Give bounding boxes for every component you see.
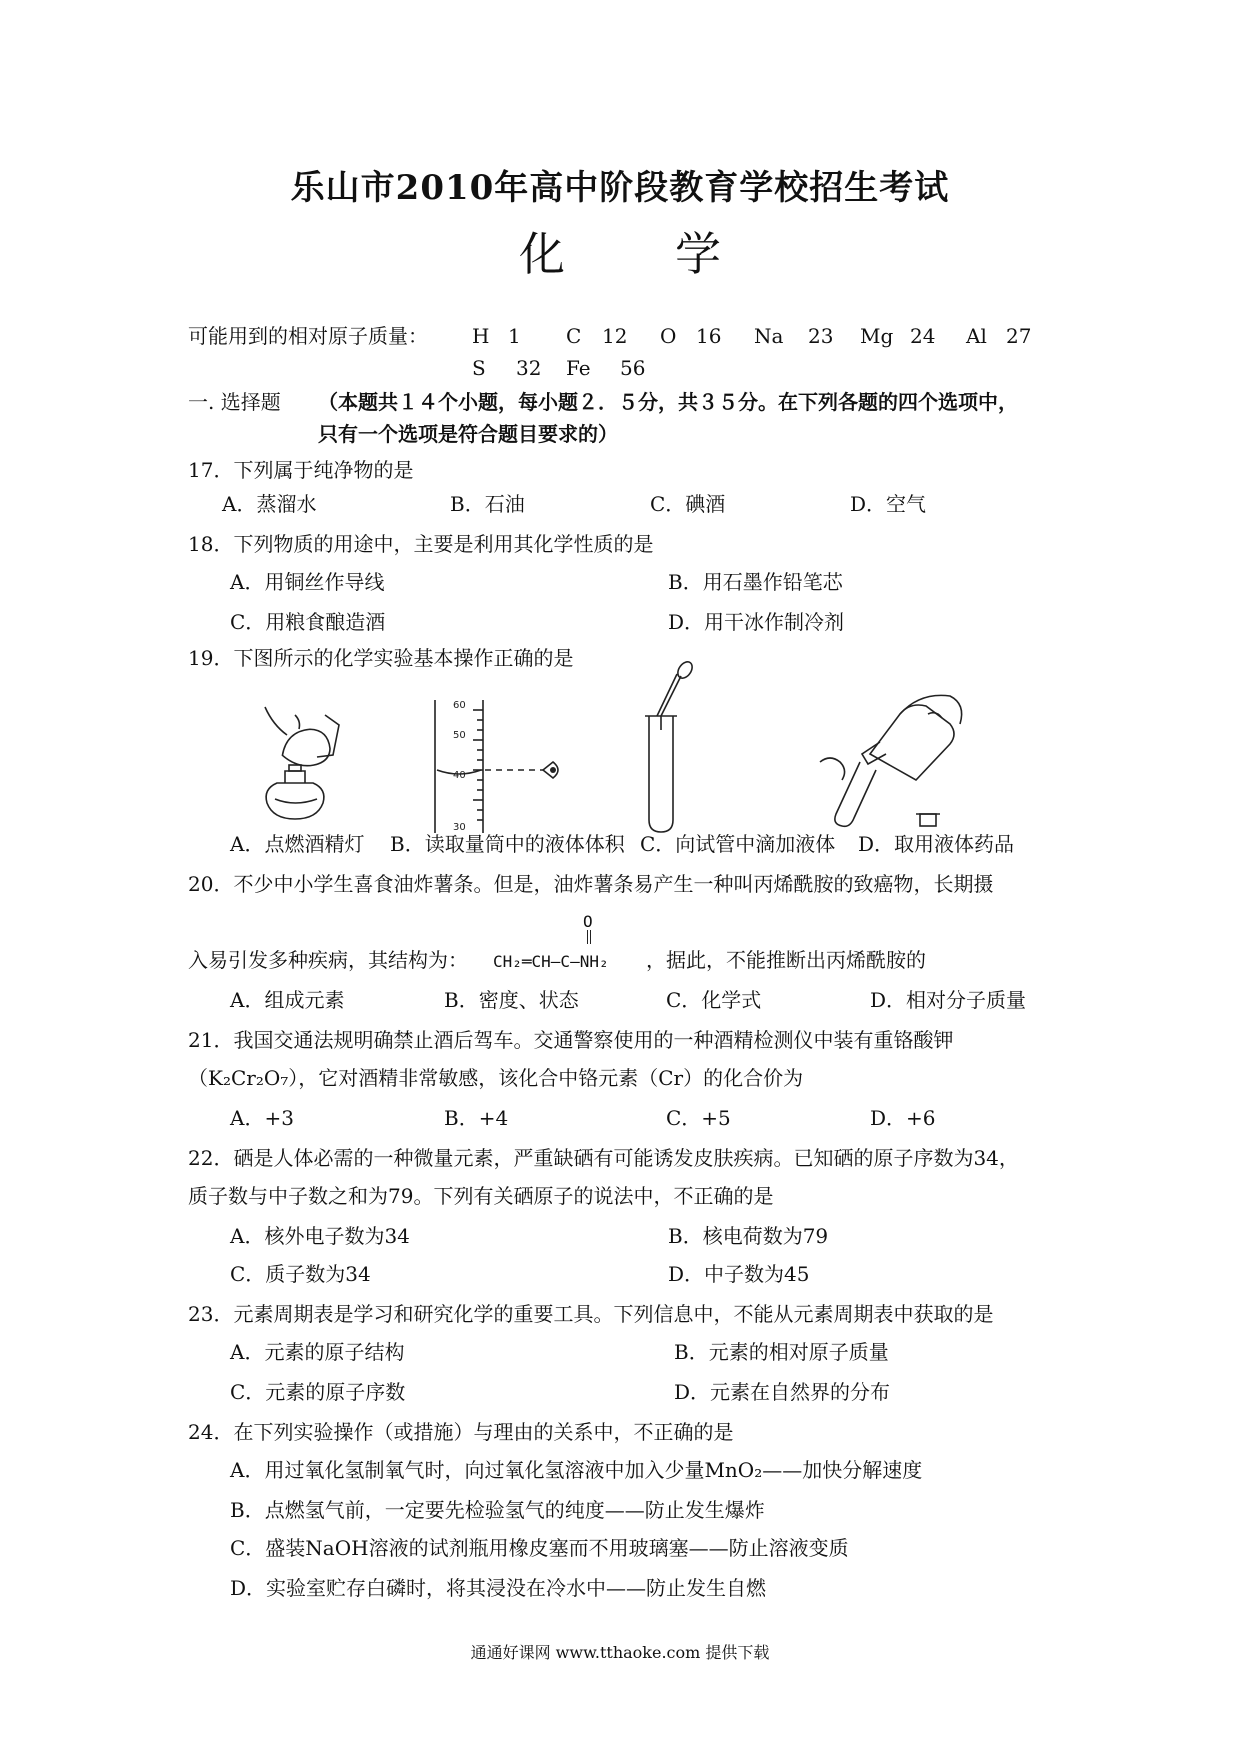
q24-option-c: C．盛装NaOH溶液的试剂瓶用橡皮塞而不用玻璃塞——防止溶液变质 <box>230 1536 849 1560</box>
element-symbol: Na <box>754 324 784 348</box>
q19-option-b: B．读取量筒中的液体体积 <box>390 832 625 856</box>
element-mass: 24 <box>910 324 936 348</box>
q23-option-d: D．元素在自然界的分布 <box>674 1380 891 1404</box>
q22-option-d: D．中子数为45 <box>668 1262 810 1286</box>
q24-option-d: D．实验室贮存白磷时，将其浸没在冷水中——防止发生自燃 <box>230 1576 767 1600</box>
question-18-stem: 18．下列物质的用途中，主要是利用其化学性质的是 <box>188 532 654 556</box>
question-23-stem: 23．元素周期表是学习和研究化学的重要工具。下列信息中，不能从元素周期表中获取的是 <box>188 1302 994 1326</box>
q17-option-c: C．碘酒 <box>650 492 726 516</box>
element-symbol: O <box>660 324 677 348</box>
q19-option-d: D．取用液体药品 <box>858 832 1015 856</box>
question-22-stem-line-1: 22．硒是人体必需的一种微量元素，严重缺硒有可能诱发皮肤疾病。已知硒的原子序数为34， <box>188 1146 1019 1170</box>
q20-option-d: D．相对分子质量 <box>870 988 1027 1012</box>
atomic-mass-row-2 <box>472 356 645 380</box>
element-mass: 23 <box>808 324 834 348</box>
q19-option-a: A．点燃酒精灯 <box>230 832 365 856</box>
footer-download-note: 通通好课网 www.tthaoke.com 提供下载 <box>470 1643 770 1662</box>
section-note-1: （本题共１４个小题，每小题２．５分，共３５分。在下列各题的四个选项中， <box>318 390 1018 414</box>
figure-alcohol-lamp <box>255 685 375 835</box>
q21-option-d: D．+6 <box>870 1106 936 1130</box>
element-mass: 16 <box>696 324 722 348</box>
structure-double-bond <box>587 930 591 944</box>
q21-option-a: A．+3 <box>230 1106 294 1130</box>
figure-test-tube-dropper <box>635 660 705 835</box>
q17-option-a: A．蒸溜水 <box>222 492 317 516</box>
q17-option-d: D．空气 <box>850 492 927 516</box>
atomic-mass-label: 可能用到的相对原子质量： <box>188 324 428 348</box>
figure-graduated-cylinder <box>425 698 575 833</box>
acrylamide-structure: CH₂═CH—C—NH₂ <box>493 952 609 971</box>
subject-char-2: 学 <box>675 227 721 281</box>
q24-option-b: B．点燃氢气前，一定要先检验氢气的纯度——防止发生爆炸 <box>230 1498 765 1522</box>
q22-option-c: C．质子数为34 <box>230 1262 371 1286</box>
question-20-stem-line-1: 20．不少中小学生喜食油炸薯条。但是，油炸薯条易产生一种叫丙烯酰胺的致癌物，长期摄 <box>188 872 994 896</box>
q17-option-b: B．石油 <box>450 492 525 516</box>
element-symbol: Mg <box>860 324 894 348</box>
cylinder-tick-60: 60 <box>453 700 466 711</box>
exam-title: 乐山市2010年高中阶段教育学校招生考试 <box>290 168 950 208</box>
cylinder-tick-50: 50 <box>453 730 466 741</box>
q18-option-b: B．用石墨作铅笔芯 <box>668 570 843 594</box>
q20-option-c: C．化学式 <box>666 988 762 1012</box>
question-21-stem-line-2: （K₂Cr₂O₇），它对酒精非常敏感，该化合中铬元素（Cr）的化合价为 <box>188 1066 804 1090</box>
q24-option-a: A．用过氧化氢制氧气时，向过氧化氢溶液中加入少量MnO₂——加快分解速度 <box>230 1458 923 1482</box>
section-heading: 一. 选择题 <box>188 390 281 414</box>
q23-option-c: C．元素的原子序数 <box>230 1380 406 1404</box>
subject-char-1: 化 <box>519 227 565 281</box>
element-mass: 32 <box>516 356 542 380</box>
question-21-stem-line-1: 21．我国交通法规明确禁止酒后驾车。交通警察使用的一种酒精检测仪中装有重铬酸钾 <box>188 1028 954 1052</box>
q21-option-b: B．+4 <box>444 1106 509 1130</box>
q19-option-c: C．向试管中滴加液体 <box>640 832 836 856</box>
element-mass: 56 <box>620 356 646 380</box>
structure-carbonyl-oxygen: O <box>583 912 593 931</box>
q21-option-c: C．+5 <box>666 1106 731 1130</box>
q23-option-b: B．元素的相对原子质量 <box>674 1340 889 1364</box>
element-symbol: C <box>566 324 582 348</box>
q22-option-a: A．核外电子数为34 <box>230 1224 410 1248</box>
q23-option-a: A．元素的原子结构 <box>230 1340 405 1364</box>
element-symbol: Al <box>966 324 987 348</box>
cylinder-tick-30: 30 <box>453 822 466 833</box>
element-symbol: H <box>472 324 490 348</box>
cylinder-tick-40: 40 <box>453 770 466 781</box>
element-mass: 1 <box>508 324 521 348</box>
section-note-2: 只有一个选项是符合题目要求的） <box>318 422 618 446</box>
atomic-mass-row-1 <box>472 324 1031 348</box>
element-mass: 27 <box>1006 324 1032 348</box>
question-22-stem-line-2: 质子数与中子数之和为79。下列有关硒原子的说法中，不正确的是 <box>188 1184 774 1208</box>
question-19-stem: 19．下图所示的化学实验基本操作正确的是 <box>188 646 574 670</box>
q18-option-c: C．用粮食酿造酒 <box>230 610 386 634</box>
q18-option-d: D．用干冰作制冷剂 <box>668 610 845 634</box>
question-24-stem: 24．在下列实验操作（或措施）与理由的关系中，不正确的是 <box>188 1420 734 1444</box>
q20-option-b: B．密度、状态 <box>444 988 579 1012</box>
subject-title <box>0 218 1240 284</box>
element-symbol: Fe <box>566 356 591 380</box>
element-symbol: S <box>472 356 486 380</box>
question-17-stem: 17．下列属于纯净物的是 <box>188 458 414 482</box>
q20-option-a: A．组成元素 <box>230 988 345 1012</box>
element-mass: 12 <box>602 324 628 348</box>
q18-option-a: A．用铜丝作导线 <box>230 570 385 594</box>
question-20-stem-line-2a: 入易引发多种疾病，其结构为： <box>188 948 468 972</box>
question-20-stem-line-2b: ，据此，不能推断出丙烯酰胺的 <box>646 948 926 972</box>
figure-pouring-liquid <box>800 684 970 834</box>
q22-option-b: B．核电荷数为79 <box>668 1224 829 1248</box>
